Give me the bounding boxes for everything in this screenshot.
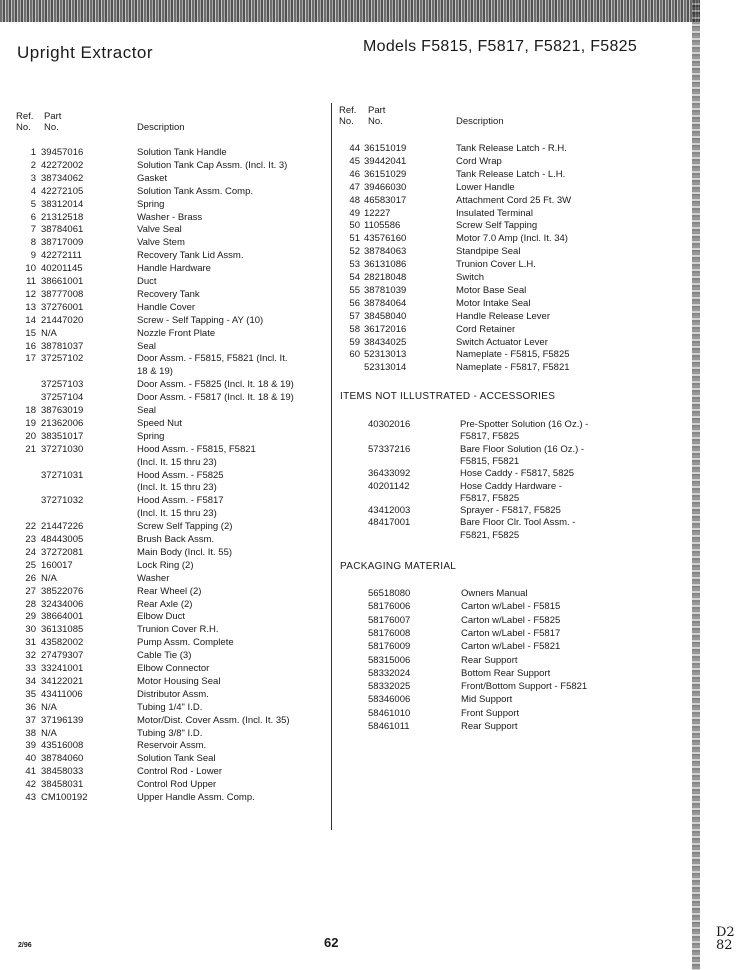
part-description: Trunion Cover L.H. [456, 259, 536, 271]
parts-row [0, 310, 700, 324]
ref-number: 26 [25, 572, 36, 584]
ref-number: 25 [25, 559, 36, 571]
ref-number: 33 [25, 663, 36, 674]
part-description: (Incl. It. 15 thru 23) [137, 482, 217, 494]
part-number: 36172016 [364, 323, 407, 335]
part-number: 46583017 [364, 194, 407, 206]
part-description: Rear Wheel (2) [137, 585, 202, 597]
ref-number: 1 [30, 147, 36, 158]
part-number: 36131086 [364, 259, 407, 271]
parts-row [0, 284, 700, 298]
models-heading: Models F5815, F5817, F5821, F5825 [363, 38, 638, 55]
right-ref-header [339, 105, 356, 127]
ref-number: 14 [25, 314, 36, 326]
right-ref-header-line2: No. [339, 116, 354, 127]
part-description: Recovery Tank Lid Assm. [137, 250, 244, 262]
packaging-row [0, 614, 700, 628]
packaging-row [0, 680, 700, 694]
part-description: Trunion Cover R.H. [137, 624, 219, 636]
ref-number: 24 [25, 546, 36, 558]
ref-number: 56 [349, 297, 360, 309]
ref-number: 45 [349, 155, 360, 167]
ref-number: 57 [349, 310, 360, 322]
ref-number: 6 [30, 211, 36, 223]
part-description: Switch Actuator Lever [456, 336, 548, 348]
part-description: Mid Support [461, 694, 513, 706]
ref-number: 19 [25, 417, 36, 429]
part-number: 58176009 [368, 641, 411, 653]
part-number: 58176006 [368, 601, 411, 613]
part-number: 21312518 [41, 211, 84, 223]
ref-number: 23 [25, 534, 36, 545]
ref-number: 55 [349, 284, 360, 296]
left-part-header-line1: Part [44, 111, 62, 122]
part-description: Pre-Spotter Solution (16 Oz.) - [460, 419, 589, 430]
part-description: Switch [456, 272, 484, 283]
parts-row [0, 271, 700, 285]
ref-number: 10 [25, 263, 36, 275]
part-number: 40201142 [368, 480, 410, 492]
packaging-row [0, 587, 700, 601]
part-description: Bare Floor Clr. Tool Assm. - [460, 517, 576, 529]
part-number: 58461011 [368, 721, 410, 732]
ref-number: 47 [349, 181, 360, 193]
part-description: Screw Self Tapping [456, 220, 538, 232]
ref-number: 11 [26, 276, 36, 287]
ref-number: 43 [25, 792, 36, 803]
left-desc-header: Description [137, 122, 185, 133]
part-description: Hose Caddy Hardware - [460, 480, 562, 492]
part-description: Motor 7.0 Amp (Incl. It. 34) [456, 233, 568, 245]
ref-number: 5 [30, 198, 36, 210]
parts-row [0, 791, 700, 805]
part-description: Washer - Brass [137, 211, 203, 223]
ref-number: 34 [25, 675, 36, 687]
part-description: (Incl. It. 15 thru 23) [137, 456, 217, 468]
part-description: Lock Ring (2) [137, 559, 194, 571]
part-number: 38781037 [41, 340, 84, 352]
part-description: Motor Intake Seal [456, 297, 531, 309]
part-number: 37276001 [41, 301, 84, 313]
part-number: 42272105 [41, 185, 84, 197]
part-description: Seal [137, 405, 157, 416]
accessories-heading: ITEMS NOT ILLUSTRATED - ACCESSORIES [340, 391, 556, 402]
parts-row [0, 752, 700, 766]
part-number: 42272111 [41, 250, 82, 262]
part-number: 36131085 [41, 624, 84, 636]
part-number: 38777008 [41, 288, 84, 300]
part-number: 40201145 [41, 263, 83, 275]
part-number: 21447020 [41, 314, 84, 326]
part-description: F5815, F5821 [460, 455, 520, 467]
corner-code-text: D2 82 [716, 925, 735, 953]
ref-number: 3 [30, 172, 36, 184]
part-number: 39442041 [364, 155, 407, 167]
part-description: Hose Caddy - F5817, 5825 [460, 468, 575, 480]
part-number: 37257104 [41, 392, 84, 404]
part-description: Washer [137, 572, 170, 584]
parts-row [0, 778, 700, 792]
part-description: Solution Tank Cap Assm. (Incl. It. 3) [137, 159, 288, 171]
ref-number: 51 [349, 233, 360, 245]
parts-row [0, 572, 700, 586]
part-description: Screw - Self Tapping - AY (10) [137, 314, 264, 326]
ref-number: 44 [349, 143, 360, 154]
ref-number: 36 [25, 701, 36, 713]
part-number: 37271032 [41, 495, 84, 507]
part-number: 36151019 [364, 143, 407, 154]
part-description: Solution Tank Handle [137, 147, 227, 158]
part-description: F5821, F5825 [460, 529, 520, 541]
right-part-header-line1: Part [368, 105, 386, 116]
part-number: 42272002 [41, 159, 84, 171]
ref-number: 18 [25, 405, 36, 416]
parts-row [0, 245, 700, 259]
parts-row [0, 297, 700, 311]
part-number: 43412003 [368, 505, 411, 517]
part-number: 38664001 [41, 611, 84, 623]
part-description: Reservoir Assm. [137, 740, 207, 752]
part-number: 38781039 [364, 284, 407, 296]
parts-row [0, 207, 700, 221]
left-ref-header-line2: No. [16, 122, 31, 133]
parts-row [0, 404, 700, 418]
part-description: Owners Manual [461, 588, 528, 599]
ref-number: 49 [349, 207, 360, 219]
part-number: 52313014 [364, 362, 407, 374]
part-description: Hood Assm. - F5815, F5821 [137, 443, 256, 455]
ref-number: 17 [25, 353, 36, 365]
ref-number: 38 [25, 727, 36, 739]
parts-row [0, 546, 700, 560]
part-description: Gasket [137, 172, 168, 184]
accessory-row [0, 529, 700, 543]
part-description: Elbow Duct [137, 611, 186, 623]
part-description: Nameplate - F5815, F5825 [456, 349, 570, 361]
ref-number: 59 [349, 336, 360, 348]
part-description: Solution Tank Assm. Comp. [137, 185, 253, 197]
part-description: Bare Floor Solution (16 Oz.) - [460, 443, 585, 455]
part-number: 58346006 [368, 694, 411, 706]
part-description: Upper Handle Assm. Comp. [137, 792, 255, 803]
part-number: 38312014 [41, 198, 84, 210]
document-title: Upright Extractor [17, 43, 154, 62]
part-description: Carton w/Label - F5821 [461, 641, 561, 653]
ref-number: 60 [349, 349, 360, 361]
page-number: 62 [324, 935, 339, 950]
right-part-header-line2: No. [368, 116, 383, 127]
part-description: Solution Tank Seal [137, 753, 216, 765]
ref-number: 48 [349, 194, 360, 206]
packaging-row [0, 707, 700, 721]
part-description: Carton w/Label - F5815 [461, 601, 561, 613]
ref-number: 54 [349, 272, 360, 283]
part-number: 32434006 [41, 598, 84, 610]
part-description: Main Body (Incl. It. 55) [137, 546, 233, 558]
footer-date: 2/96 [18, 942, 32, 949]
part-number: 37257102 [41, 353, 84, 365]
part-number: 36433092 [368, 468, 411, 480]
part-description: Motor Base Seal [456, 284, 527, 296]
part-number: 160017 [41, 559, 73, 571]
part-number: 48417001 [368, 517, 411, 529]
ref-number: 30 [25, 624, 36, 636]
part-description: Motor/Dist. Cover Assm. (Incl. It. 35) [137, 714, 290, 726]
part-number: 33241001 [41, 663, 84, 674]
part-description: Pump Assm. Complete [137, 637, 234, 649]
part-description: Tubing 3/8" I.D. [137, 727, 203, 739]
ref-number: 16 [25, 340, 36, 352]
part-description: Brush Back Assm. [137, 534, 215, 545]
part-number: 43516008 [41, 740, 84, 752]
ref-number: 20 [25, 430, 36, 442]
part-number: 39466030 [364, 181, 407, 193]
parts-row [0, 765, 700, 779]
part-description: Valve Seal [137, 224, 182, 236]
part-number: N/A [41, 701, 57, 713]
part-description: Tank Release Latch - L.H. [456, 168, 566, 180]
right-desc-header: Description [456, 116, 504, 127]
part-description: Cord Wrap [456, 155, 502, 167]
right-ref-header-line1: Ref. [339, 105, 357, 116]
parts-row [0, 258, 700, 272]
ref-number: 46 [349, 168, 360, 180]
part-number: 1105586 [364, 220, 401, 232]
right-part-header [368, 105, 385, 127]
ref-number: 28 [25, 598, 36, 610]
part-number: 12227 [364, 207, 391, 219]
part-number: 52313013 [364, 349, 407, 361]
part-description: Duct [137, 276, 157, 287]
part-number: 58461010 [368, 707, 411, 719]
part-number: 56518080 [368, 588, 411, 599]
part-description: F5817, F5825 [460, 431, 520, 443]
part-description: F5817, F5825 [460, 492, 520, 504]
part-number: 38784063 [364, 246, 407, 258]
ref-number: 9 [30, 250, 36, 262]
part-number: 38458031 [41, 779, 84, 791]
part-number: 43411006 [41, 688, 83, 700]
ref-number: 41 [25, 766, 36, 778]
ref-number: 8 [30, 237, 36, 249]
part-description: Rear Support [461, 721, 518, 732]
part-number: N/A [41, 727, 57, 739]
part-number: 38784060 [41, 753, 84, 765]
parts-row [0, 194, 700, 208]
part-description: Spring [137, 198, 165, 210]
part-number: 38661001 [41, 276, 84, 287]
left-ref-header-line1: Ref. [16, 111, 34, 122]
part-description: Insulated Terminal [456, 207, 533, 219]
parts-row [0, 348, 700, 362]
part-description: Handle Cover [137, 301, 196, 313]
part-number: 37196139 [41, 714, 84, 726]
part-number: 37257103 [41, 379, 84, 391]
parts-row [0, 739, 700, 753]
part-description: Motor Housing Seal [137, 675, 221, 687]
part-number: 48443005 [41, 534, 84, 545]
packaging-row [0, 693, 700, 707]
part-number: 38784061 [41, 224, 84, 236]
part-description: Door Assm. - F5817 (Incl. It. 18 & 19) [137, 392, 294, 404]
parts-row [0, 361, 700, 375]
part-description: Door Assm. - F5825 (Incl. It. 18 & 19) [137, 379, 294, 391]
part-number: 39457016 [41, 147, 84, 158]
part-description: Standpipe Seal [456, 246, 521, 258]
part-description: Cord Retainer [456, 323, 516, 335]
left-part-header-line2: No. [44, 122, 59, 133]
ref-number: 22 [25, 521, 36, 533]
part-number: N/A [41, 327, 57, 339]
part-number: 21362006 [41, 417, 84, 429]
part-number: 58176007 [368, 614, 411, 626]
parts-row [0, 323, 700, 337]
ref-number: 52 [349, 246, 360, 258]
ref-number: 39 [25, 740, 36, 752]
part-description: Hood Assm. - F5825 [137, 469, 224, 481]
part-description: Screw Self Tapping (2) [137, 521, 233, 533]
part-description: Recovery Tank [137, 288, 200, 300]
packaging-row [0, 640, 700, 654]
part-number: 37271031 [41, 469, 84, 481]
part-number: 43582002 [41, 637, 84, 649]
ref-number: 32 [25, 650, 36, 662]
ref-number: 15 [25, 327, 36, 339]
ref-number: 13 [25, 301, 36, 313]
ref-number: 27 [25, 585, 36, 597]
part-description: Rear Support [461, 654, 518, 666]
packaging-row [0, 667, 700, 681]
part-description: Door Assm. - F5815, F5821 (Incl. It. [137, 353, 288, 365]
part-description: Rear Axle (2) [137, 598, 193, 610]
part-number: 37271030 [41, 443, 84, 455]
packaging-row [0, 654, 700, 668]
part-number: 36151029 [364, 168, 407, 180]
part-number: 38522076 [41, 585, 84, 597]
part-description: Carton w/Label - F5825 [461, 614, 561, 626]
part-description: Attachment Cord 25 Ft. 3W [456, 194, 572, 206]
ref-number: 58 [349, 323, 360, 335]
scan-edge-top [0, 0, 700, 22]
part-description: Nameplate - F5817, F5821 [456, 362, 570, 374]
part-description: Lower Handle [456, 181, 515, 193]
ref-number: 37 [25, 714, 36, 726]
packaging-row [0, 720, 700, 734]
left-ref-header [16, 111, 33, 133]
part-description: Speed Nut [137, 417, 182, 429]
part-number: 38763019 [41, 405, 84, 416]
parts-row [0, 181, 700, 195]
part-number: 38734062 [41, 172, 84, 184]
part-description: Control Rod Upper [137, 779, 217, 791]
part-description: (Incl. It. 15 thru 23) [137, 508, 217, 520]
part-description: Valve Stem [137, 237, 185, 249]
part-description: Control Rod - Lower [137, 766, 223, 778]
left-part-header [44, 111, 61, 133]
part-number: 38717009 [41, 237, 84, 249]
part-number: 58332024 [368, 667, 411, 679]
ref-number: 42 [25, 779, 36, 791]
corner-code [716, 926, 735, 952]
ref-number: 50 [349, 220, 360, 232]
part-number: 34122021 [41, 675, 84, 687]
part-description: Spring [137, 430, 165, 442]
part-description: Handle Hardware [137, 263, 211, 275]
part-description: Tubing 1/4" I.D. [137, 701, 203, 713]
part-number: 37272081 [41, 546, 84, 558]
part-description: Front Support [461, 707, 520, 719]
parts-row [0, 219, 700, 233]
ref-number: 31 [25, 637, 36, 649]
part-number: 38458040 [364, 310, 407, 322]
part-number: 28218048 [364, 272, 407, 283]
part-number: N/A [41, 572, 57, 584]
packaging-heading: PACKAGING MATERIAL [340, 561, 457, 572]
part-description: Distributor Assm. [137, 688, 209, 700]
ref-number: 7 [30, 224, 36, 236]
part-description: Bottom Rear Support [461, 667, 551, 679]
ref-number: 21 [25, 443, 36, 455]
ref-number: 35 [25, 688, 36, 700]
part-description: Sprayer - F5817, F5825 [460, 505, 561, 517]
part-description: Handle Release Lever [456, 310, 551, 322]
parts-row [0, 155, 700, 169]
parts-row [0, 336, 700, 350]
part-description: Nozzle Front Plate [137, 327, 216, 339]
part-number: 27479307 [41, 650, 84, 662]
parts-row [0, 168, 700, 182]
part-description: Carton w/Label - F5817 [461, 627, 561, 639]
ref-number: 40 [25, 753, 36, 765]
packaging-row [0, 627, 700, 641]
part-number: 58176008 [368, 627, 411, 639]
part-number: 38784064 [364, 297, 407, 309]
part-description: Seal [137, 340, 157, 352]
ref-number: 2 [30, 159, 36, 171]
part-number: 38351017 [41, 430, 84, 442]
part-description: 18 & 19) [137, 366, 173, 378]
part-description: Hood Assm. - F5817 [137, 495, 224, 507]
part-number: 58315006 [368, 654, 411, 666]
part-number: 43576160 [364, 233, 407, 245]
ref-number: 53 [349, 259, 360, 271]
parts-row [0, 232, 700, 246]
part-description: Cable Tie (3) [137, 650, 192, 662]
part-number: 58332025 [368, 681, 411, 693]
part-number: 38434025 [364, 336, 407, 348]
ref-number: 12 [25, 288, 36, 300]
part-number: 38458033 [41, 766, 84, 778]
ref-number: 29 [25, 611, 36, 623]
part-description: Tank Release Latch - R.H. [456, 143, 567, 154]
ref-number: 4 [30, 185, 36, 197]
part-description: Front/Bottom Support - F5821 [461, 681, 588, 693]
packaging-row [0, 600, 700, 614]
part-number: CM100192 [41, 792, 88, 803]
part-number: 57337216 [368, 443, 411, 455]
parts-row [0, 142, 700, 156]
part-number: 21447226 [41, 521, 84, 533]
part-number: 40302016 [368, 419, 411, 430]
part-description: Elbow Connector [137, 663, 210, 674]
